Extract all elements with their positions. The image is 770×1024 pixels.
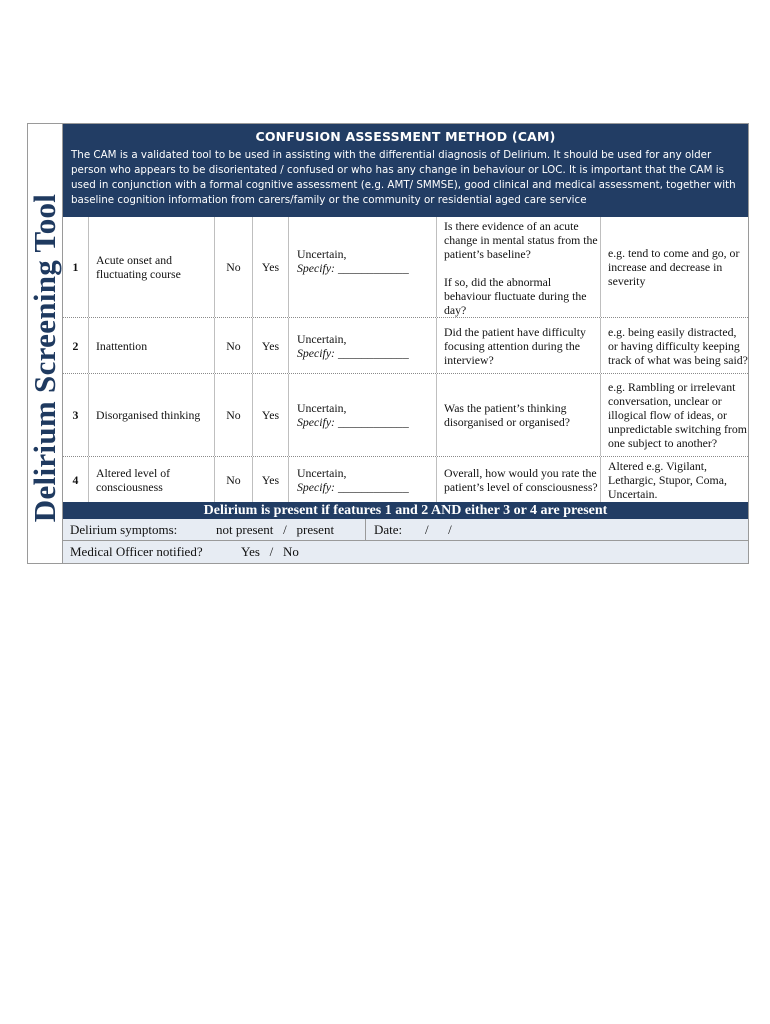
yes-option[interactable]: Yes xyxy=(253,457,289,502)
delirium-symptoms-row xyxy=(63,519,748,541)
uncertain-label: Uncertain, xyxy=(297,331,347,346)
medical-officer-options[interactable]: Yes / No xyxy=(241,544,299,559)
example-text: e.g. Rambling or irrelevant conversation, unclear or illogical flow of ideas, or unpredictable switching from one subject to another? xyxy=(608,380,747,450)
feature-row-2 xyxy=(63,318,748,374)
yes-option[interactable]: Yes xyxy=(253,318,289,373)
delirium-present-rule: Delirium is present if features 1 and 2 AND either 3 or 4 are present xyxy=(63,502,748,519)
yes-option[interactable]: Yes xyxy=(253,374,289,456)
feature-name: Inattention xyxy=(89,318,215,373)
uncertain-option[interactable] xyxy=(289,374,437,456)
assessment-question: Is there evidence of an acute change in mental status from the patient’s baseline? If so, did the abnormal behaviour fluctuate during the day? xyxy=(437,217,601,317)
medical-officer-row xyxy=(63,541,748,563)
uncertain-label: Uncertain, xyxy=(297,401,347,415)
date-label: Date: xyxy=(374,522,403,537)
uncertain-label: Uncertain, xyxy=(297,465,347,480)
feature-row-4 xyxy=(63,457,748,502)
feature-name: Acute onset and fluctuating course xyxy=(89,217,215,317)
row-divider xyxy=(365,519,366,540)
no-option[interactable]: No xyxy=(215,374,253,456)
feature-number: 3 xyxy=(63,374,89,456)
example-text: e.g. tend to come and go, or increase and decrease in severity xyxy=(608,246,740,288)
example-text: Altered e.g. Vigilant, Lethargic, Stupor, Coma, Uncertain. xyxy=(608,458,727,501)
specify-field[interactable]: Specify: ____________ xyxy=(297,479,409,494)
feature-name: Altered level of consciousness xyxy=(89,457,215,502)
example-text: e.g. being easily distracted, or having difficulty keeping track of what was being said? xyxy=(608,324,748,367)
yes-option[interactable]: Yes xyxy=(253,217,289,317)
specify-field[interactable]: Specify: ____________ xyxy=(297,261,409,275)
assessment-question: Overall, how would you rate the patient’s level of consciousness? xyxy=(437,457,601,502)
cam-header xyxy=(63,124,748,217)
specify-field[interactable]: Specify: ____________ xyxy=(297,415,409,429)
no-option[interactable]: No xyxy=(215,318,253,373)
date-field[interactable]: / / xyxy=(425,522,452,537)
side-title: Delirium Screening Tool xyxy=(27,193,62,523)
cam-description: The CAM is a validated tool to be used in assisting with the differential diagnosis of Delirium. It should be used for any older person who appears to be disorientated / confused or who has any change in behaviour or LOC. It is important that the CAM is used in conjunction with a formal cognitive assessment (e.g. AMT/ SMMSE), good clinical and medical assessment, together with baseline cognition information from carers/family or the community or residential aged care service xyxy=(71,149,736,206)
feature-number: 1 xyxy=(63,217,89,317)
assessment-question: Was the patient’s thinking disorganised or organised? xyxy=(437,374,601,456)
assessment-question: Did the patient have difficulty focusing attention during the interview? xyxy=(437,318,601,373)
feature-row-3 xyxy=(63,374,748,457)
symptoms-options[interactable]: not present / present xyxy=(216,522,335,537)
medical-officer-label: Medical Officer notified? xyxy=(70,544,203,559)
uncertain-option[interactable] xyxy=(289,217,437,317)
feature-row-1 xyxy=(63,217,748,318)
uncertain-option[interactable] xyxy=(289,457,437,502)
uncertain-option[interactable] xyxy=(289,318,437,373)
cam-title: CONFUSION ASSESSMENT METHOD (CAM) xyxy=(255,129,556,144)
uncertain-label: Uncertain, xyxy=(297,247,347,261)
feature-number: 4 xyxy=(63,457,89,502)
feature-name: Disorganised thinking xyxy=(89,374,215,456)
specify-field[interactable]: Specify: ____________ xyxy=(297,345,409,360)
symptoms-label: Delirium symptoms: xyxy=(70,522,178,537)
no-option[interactable]: No xyxy=(215,217,253,317)
no-option[interactable]: No xyxy=(215,457,253,502)
feature-number: 2 xyxy=(63,318,89,373)
